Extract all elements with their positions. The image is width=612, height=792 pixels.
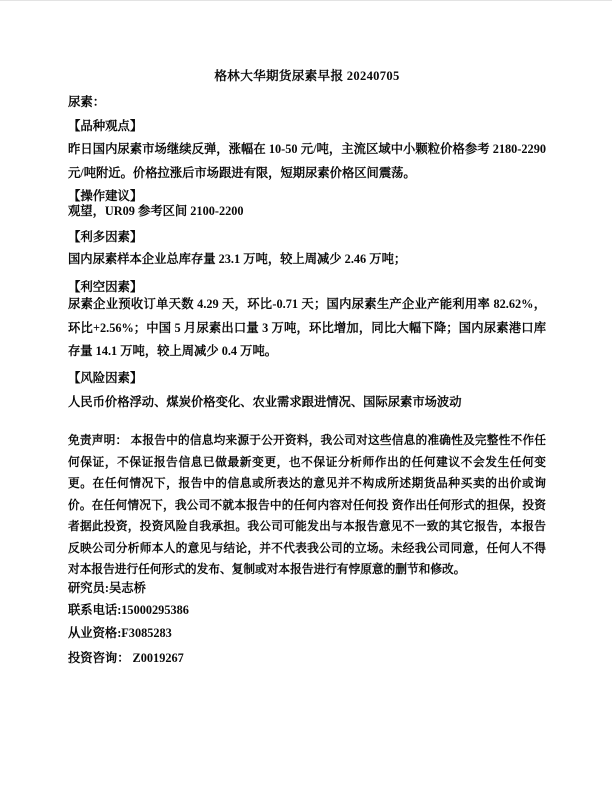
section-bullish-factors-heading: 【利多因素】 [68, 230, 143, 244]
section-variety-view-body: 昨日国内尿素市场继续反弹，涨幅在 10-50 元/吨，主流区域中小颗粒价格参考 2180-2290 元/吨附近。价格拉涨后市场跟进有限，短期尿素价格区间震荡。 [68, 142, 546, 180]
section-bearish-factors-body: 尿素企业预收订单天数 4.29 天，环比-0.71 天；国内尿素生产企业产能利用率 82.62%，环比+2.56%；中国 5 月尿素出口量 3 万吨，环比增加，同比大幅下降；国内尿素港口库存量 14.1 万吨，较上周减少 0.4 万吨。 [68, 297, 546, 358]
section-operation-advice-heading: 【操作建议】 [68, 189, 143, 203]
disclaimer-paragraph: 免责声明： 本报告中的信息均来源于公开资料，我公司对这些信息的准确性及完整性不作任何保证，不保证报告信息已做最新变更，也不保证分析师作出的任何建议不会发生任何变更。在任何情况下，报告中的信息或所表达的意见并不构成所述期货品种买卖的出价或询价。在任何情况下，我公司不就本报告中的任何内容对任何投 资作出任何形式的担保，投资者据此投资，投资风险自我承担。我公司可能发出与本报告意见不一致的其它报告，本报告反映公司分析师本人的意见与结论，并不代表我公司的立场。未经我公司同意，任何人不得对本报告进行任何形式的发布、复制或对本报告进行有悖原意的删节和修改。 [68, 434, 546, 576]
section-bearish-factors-heading: 【利空因素】 [68, 280, 143, 294]
section-variety-view-heading: 【品种观点】 [68, 119, 143, 133]
advisory-line: 投资咨询： Z0019267 [68, 651, 184, 665]
product-label: 尿素： [68, 95, 106, 109]
section-operation-advice-body: 观望，UR09 参考区间 2100-2200 [68, 204, 244, 218]
researcher-line: 研究员:吴志桥 [68, 581, 146, 595]
section-bullish-factors-body: 国内尿素样本企业总库存量 23.1 万吨，较上周减少 2.46 万吨； [68, 252, 407, 266]
section-risk-factors-heading: 【风险因素】 [68, 371, 143, 385]
phone-line: 联系电话:15000295386 [68, 603, 189, 617]
report-title: 格林大华期货尿素早报 20240705 [214, 69, 400, 83]
qualification-line: 从业资格:F3085283 [68, 626, 172, 640]
section-risk-factors-body: 人民币价格浮动、煤炭价格变化、农业需求跟进情况、国际尿素市场波动 [68, 395, 462, 409]
